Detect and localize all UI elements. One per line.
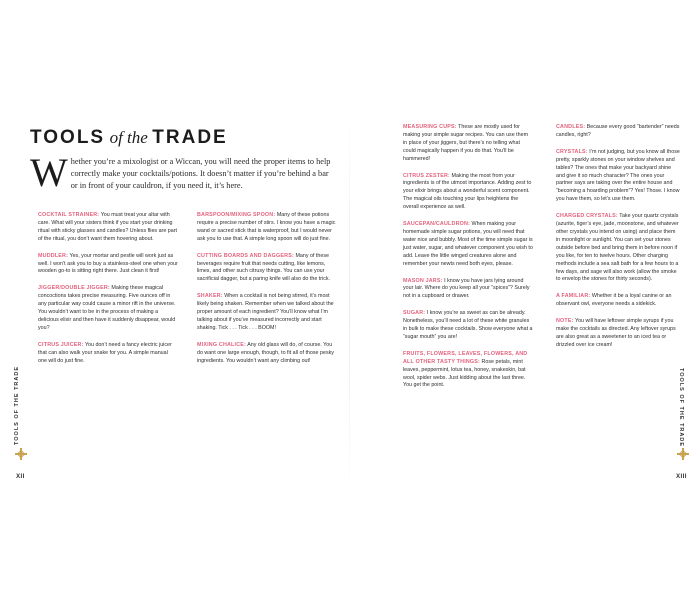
entry-barspoon: BARSPOON/MIXING SPOON: Many of these potions require a precise number of stirs. I know you have a magic wand or sacred stick that is waterproof, but I would never ask you to use that. A simple long spoon will do just fine. bbox=[197, 212, 336, 242]
entry-citrus-juicer: CITRUS JUICER: You don’t need a fancy electric juicer that can also walk your snake for you. A simple manual one will do just fine. bbox=[38, 341, 172, 364]
title-word-trade: TRADE bbox=[152, 127, 228, 148]
entry-measuring-cups: MEASURING CUPS: These are mostly used for making your simple sugar recipes. You can use them in place of your jiggers, but there’s no telling what could magically happen if you do that. You’ll be hammered! bbox=[403, 124, 529, 162]
intro-text: hether you’re a mixologist or a Wiccan, you will need the proper items to help correctly make your cocktails/potions. It doesn’t matter if you’re behind a bar or in front of your cauldron, if you need it, it’s here. bbox=[70, 157, 331, 191]
entry-sugar: SUGAR: I know you’re as sweet as can be already. Nonetheless, you’ll need a lot of these white granules in bulk to make these cocktails. Show everyone what a “sugar mouth” you are! bbox=[403, 310, 533, 340]
entry-cocktail-strainer: COCKTAIL STRAINER: You must treat your altar with care. What will your sisters think if you start your drinking ritual with sticky glasses and candles? Unless flies are part of the ritual, you don’t want them hovering about. bbox=[38, 212, 178, 242]
intro-paragraph bbox=[30, 150, 335, 195]
page-number-right: XIII bbox=[676, 473, 687, 480]
drop-cap: W bbox=[30, 150, 68, 195]
running-head-right: TOOLS OF THE TRADE bbox=[678, 368, 684, 448]
right-column-2 bbox=[556, 124, 681, 359]
right-page bbox=[350, 0, 700, 600]
entry-shaker: SHAKER: When a cocktail is not being stirred, it’s most likely being shaken. Remember when we talked about the proper amount of each ingredient? You’ll know what I’m talking about if you’ve measured incorrectly and start shaking. Tick . . . Tick . . . BOOM! bbox=[197, 293, 334, 331]
ornament-icon-right bbox=[677, 448, 689, 460]
page-number-left: XII bbox=[16, 473, 25, 480]
title-word-tools: TOOLS bbox=[30, 127, 106, 148]
ornament-icon bbox=[15, 448, 27, 460]
right-column-1 bbox=[403, 124, 533, 399]
entry-muddler: MUDDLER: Yes, your mortar and pestle will work just as well. I won’t ask you to buy a stainless-steel one when your wooden go-to is sitting right there. Just clean it first! bbox=[38, 252, 178, 275]
entry-charged-crystals: CHARGED CRYSTALS: Take your quartz crystals (azurite, tiger’s eye, jade, moonstone, and whatever other crystals you intend on using) and place them in moonlight or sunlight. You can set your stones outside before bed and bring them in before noon if you like, for ten to twelve hours. Other charging methods include a sea salt bath for a few hours to a few days, and sage will also work (allow the smoke to envelop the stones for thirty seconds). bbox=[556, 213, 679, 283]
left-column-2 bbox=[197, 212, 337, 375]
entry-saucepan: SAUCEPAN/CAULDRON: When making your homemade simple sugar potions, you will need that water nice and bubbly. Most of the time simple sugar is just water, sugar, and whatever component you wish to add. Leave the little winged creatures alone and remember your newts need both eyes, please. bbox=[403, 221, 533, 267]
entry-cutting-boards: CUTTING BOARDS AND DAGGERS: Many of these beverages require fruit that needs cutting, like lemons, limes, and other such citrusy things. You can use your sacrificial dagger, but a paring knife will also do the trick. bbox=[197, 252, 331, 283]
entry-fruits-flowers: FRUITS, FLOWERS, LEAVES, FLOWERS, AND ALL OTHER TASTY THINGS: Rose petals, mint leaves, peppermint, lotus tea, honey, snakeskin, bat wool, spider webs. Just kidding about the last three. You get the point. bbox=[403, 350, 528, 389]
title-word-of-the: of the bbox=[109, 128, 148, 147]
entry-citrus-zester: CITRUS ZESTER: Making the most from your ingredients is of the utmost importance. Adding zest to your elixir brings about a wonderful scent component. The magical oils touching your lips heightens the overall experience as well. bbox=[403, 172, 532, 211]
running-head-left: TOOLS OF THE TRADE bbox=[14, 365, 20, 445]
entry-mixing-chalice: MIXING CHALICE: Any old glass will do, of course. You do want one large enough, though, to fit all of those pesky ingredients. You wouldn’t want any climbing out! bbox=[197, 341, 334, 364]
entry-note: NOTE: You will have leftover simple syrups if you make the cocktails as directed. Any leftover syrups are also great as a sweetener to an iced tea or drizzled over ice cream! bbox=[556, 318, 676, 348]
chapter-title bbox=[30, 127, 228, 151]
entry-candles: CANDLES: Because every good “bartender” needs candles, right? bbox=[556, 124, 680, 138]
entry-jigger: JIGGER/DOUBLE JIGGER: Making these magical concoctions takes precise measuring. Five ounces off in any particular way could cause a minor rift in the universe. You wouldn’t want to be in the process of making a delicious elixir and then have it suddenly disappear, would you? bbox=[38, 285, 176, 331]
left-column-1 bbox=[38, 212, 178, 375]
entry-mason-jars: MASON JARS: I know you have jars lying around your lair. Where do you keep all your “spices”? Surely not in a cupboard or drawer. bbox=[403, 277, 530, 300]
entry-familiar: A FAMILIAR: Whether it be a loyal canine or an observant owl, everyone needs a sidekick. bbox=[556, 293, 672, 308]
entry-crystals: CRYSTALS: I’m not judging, but you know all those pretty, sparkly stones on your window shelves and tables? The ones that make your backyard shine and give it so much character? The ones your partner says are taking over the entire house and “becoming a hoarding problem”? Yes! Those. I know you have them, so let’s use them. bbox=[556, 148, 680, 203]
